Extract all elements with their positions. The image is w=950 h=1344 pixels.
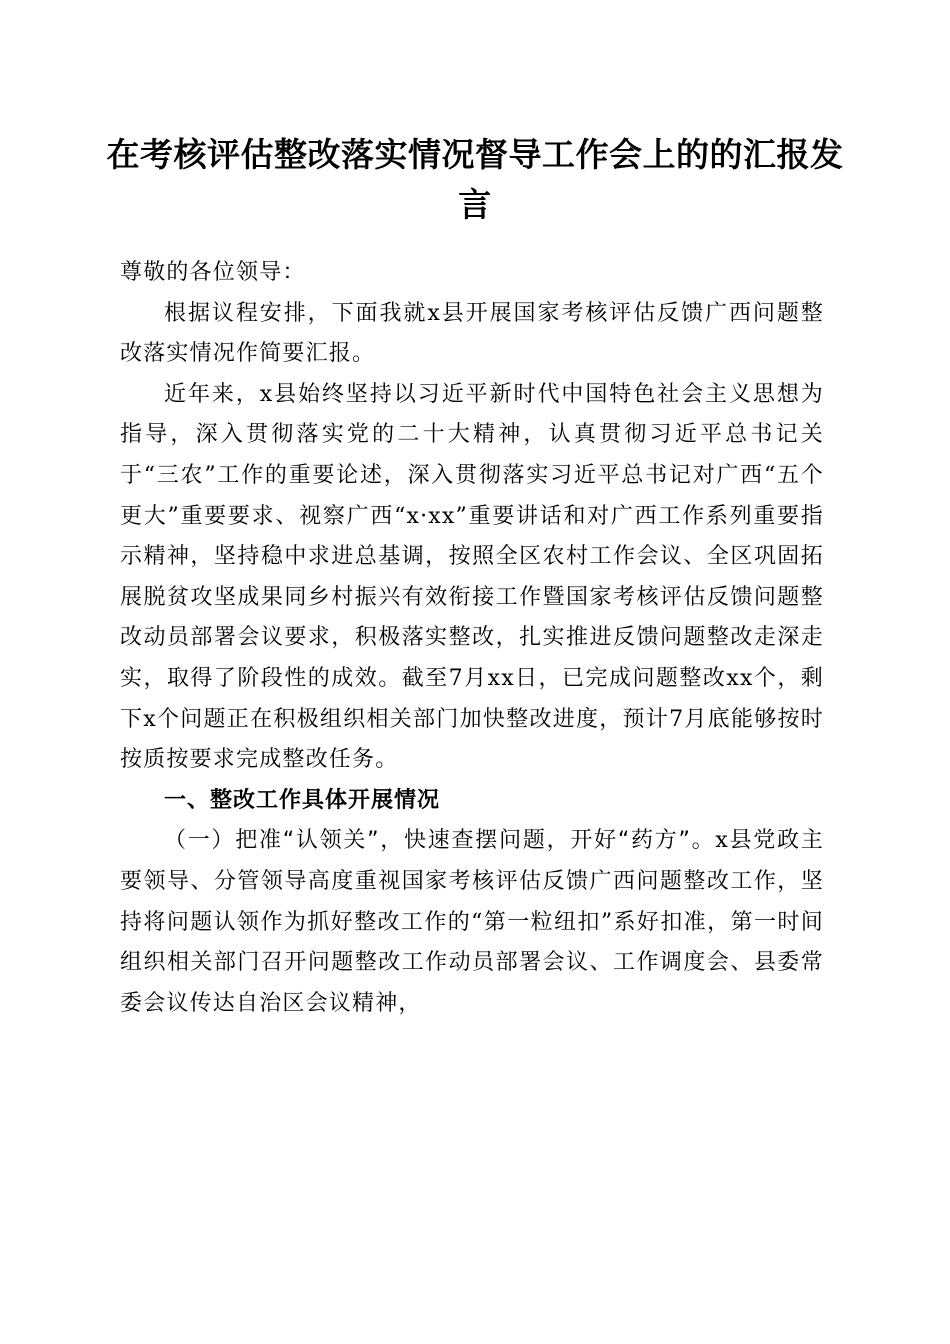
subsection-text: x县党政主要领导、分管领导高度重视国家考核评估反馈广西问题整改工作，坚持将问题认领作为抓好整改工作的“第一粒纽扣”系好扣准，第一时间组织相关部门召开问题整改工作动员部署会议、工作调度会、县委常委会议传达自治区会议精神， <box>120 828 824 1016</box>
document-title: 在考核评估整改落实情况督导工作会上的的汇报发言 <box>106 135 844 224</box>
salutation: 尊敬的各位领导： <box>120 260 306 285</box>
paragraph-overview: 近年来，x县始终坚持以习近平新时代中国特色社会主义思想为指导，深入贯彻落实党的二十大精神，认真贯彻习近平总书记关于“三农”工作的重要论述，深入贯彻落实习近平总书记对广西“五个更大”重要要求、视察广西“x·xx”重要讲话和对广西工作系列重要指示精神，坚持稳中求进总基调，按照全区农村工作会议、全区巩固拓展脱贫攻坚成果同乡村振兴有效衔接工作暨国家考核评估反馈问题整改动员部署会议要求，积极落实整改，扎实推进反馈问题整改走深走实，取得了阶段性的成效。截至7月xx日，已完成问题整改xx个，剩下x个问题正在积极组织相关部门加快整改进度，预计7月底能够按时按质按要求完成整改任务。 <box>120 381 824 773</box>
section-heading: 一、整改工作具体开展情况 <box>164 787 441 813</box>
paragraph-subsection-1 <box>120 821 824 1024</box>
document-body <box>120 253 824 1024</box>
subsection-heading: （一）把准“认领关”，快速查摆问题，开好“药方”。 <box>164 828 716 854</box>
paragraph-intro: 根据议程安排，下面我就x县开展国家考核评估反馈广西问题整改落实情况作简要汇报。 <box>120 300 824 367</box>
